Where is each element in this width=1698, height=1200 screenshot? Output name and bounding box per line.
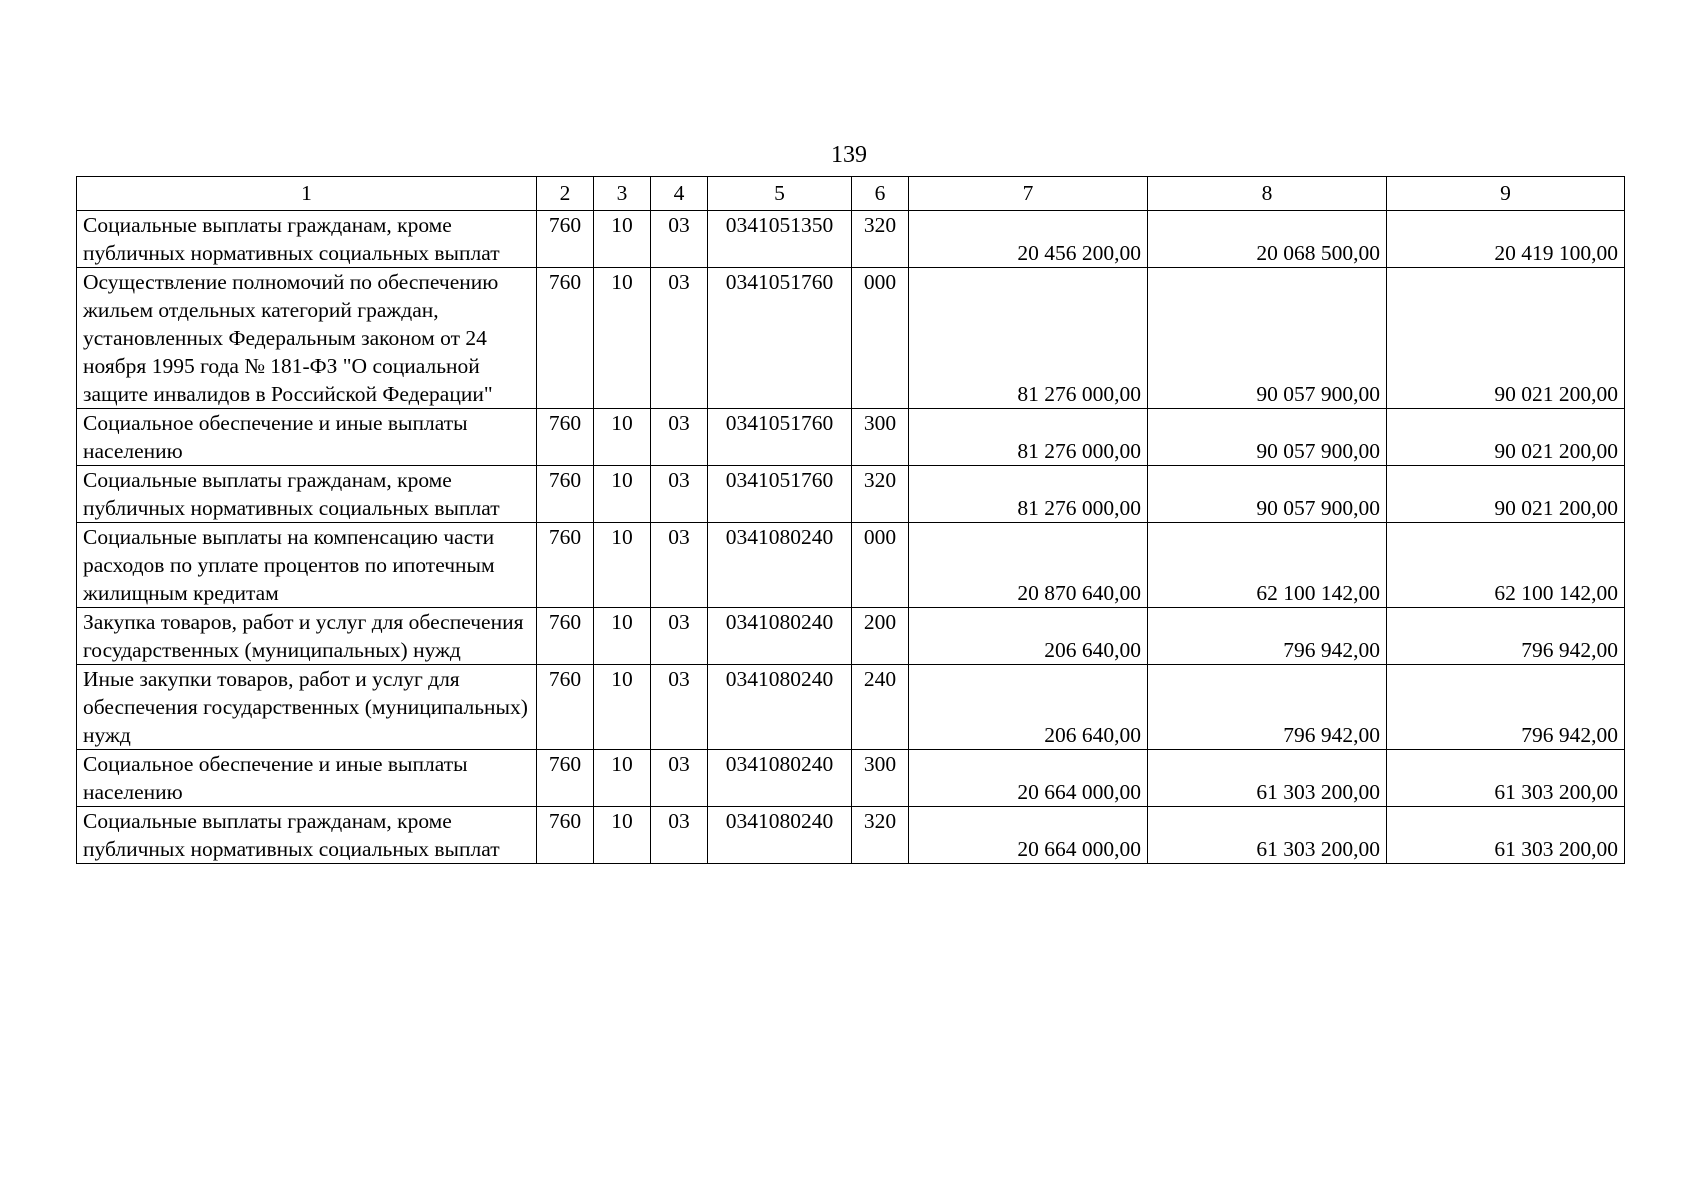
cell-col2: 760 [537,750,594,807]
row-description: Социальные выплаты гражданам, кроме публичных нормативных социальных выплат [77,211,537,268]
cell-col2: 760 [537,608,594,665]
cell-col7: 20 870 640,00 [909,523,1148,608]
cell-col2: 760 [537,211,594,268]
cell-col5: 0341080240 [708,608,852,665]
column-header-9: 9 [1387,177,1625,211]
cell-col3: 10 [594,409,651,466]
table-row [77,750,1625,807]
cell-col9: 90 021 200,00 [1387,466,1625,523]
row-description: Закупка товаров, работ и услуг для обеспечения государственных (муниципальных) нужд [77,608,537,665]
cell-col7: 81 276 000,00 [909,466,1148,523]
cell-col5: 0341051760 [708,466,852,523]
cell-col6: 200 [852,608,909,665]
table-row [77,409,1625,466]
cell-col7: 206 640,00 [909,665,1148,750]
cell-col2: 760 [537,807,594,864]
column-header-6: 6 [852,177,909,211]
column-header-4: 4 [651,177,708,211]
cell-col2: 760 [537,466,594,523]
table-row [77,807,1625,864]
column-number-row [77,177,1625,211]
cell-col5: 0341080240 [708,750,852,807]
cell-col2: 760 [537,409,594,466]
page-number: 139 [831,142,867,168]
cell-col5: 0341051350 [708,211,852,268]
cell-col9: 796 942,00 [1387,608,1625,665]
cell-col4: 03 [651,750,708,807]
cell-col4: 03 [651,523,708,608]
cell-col6: 320 [852,211,909,268]
cell-col4: 03 [651,608,708,665]
row-description: Осуществление полномочий по обеспечению жильем отдельных категорий граждан, установленных Федеральным законом от 24 ноября 1995 года № 181-ФЗ "О социальной защите инвалидов в Российской Федерации" [77,268,537,409]
row-description: Иные закупки товаров, работ и услуг для обеспечения государственных (муниципальных) нужд [77,665,537,750]
cell-col6: 300 [852,750,909,807]
cell-col3: 10 [594,523,651,608]
row-description: Социальные выплаты на компенсацию части расходов по уплате процентов по ипотечным жилищным кредитам [77,523,537,608]
cell-col2: 760 [537,523,594,608]
cell-col4: 03 [651,268,708,409]
cell-col3: 10 [594,750,651,807]
cell-col8: 796 942,00 [1148,608,1387,665]
cell-col3: 10 [594,268,651,409]
cell-col3: 10 [594,807,651,864]
cell-col6: 320 [852,807,909,864]
cell-col9: 20 419 100,00 [1387,211,1625,268]
table-row [77,268,1625,409]
column-header-3: 3 [594,177,651,211]
cell-col7: 81 276 000,00 [909,268,1148,409]
cell-col3: 10 [594,466,651,523]
cell-col9: 61 303 200,00 [1387,750,1625,807]
cell-col4: 03 [651,807,708,864]
cell-col8: 20 068 500,00 [1148,211,1387,268]
cell-col8: 90 057 900,00 [1148,268,1387,409]
cell-col5: 0341051760 [708,409,852,466]
cell-col3: 10 [594,665,651,750]
cell-col8: 61 303 200,00 [1148,750,1387,807]
row-description: Социальные выплаты гражданам, кроме публичных нормативных социальных выплат [77,807,537,864]
cell-col4: 03 [651,466,708,523]
budget-table [76,176,1625,864]
cell-col9: 90 021 200,00 [1387,268,1625,409]
cell-col6: 000 [852,268,909,409]
cell-col5: 0341051760 [708,268,852,409]
cell-col6: 240 [852,665,909,750]
cell-col7: 20 664 000,00 [909,750,1148,807]
cell-col9: 62 100 142,00 [1387,523,1625,608]
cell-col3: 10 [594,211,651,268]
row-description: Социальные выплаты гражданам, кроме публичных нормативных социальных выплат [77,466,537,523]
cell-col4: 03 [651,409,708,466]
cell-col9: 90 021 200,00 [1387,409,1625,466]
cell-col7: 81 276 000,00 [909,409,1148,466]
column-header-8: 8 [1148,177,1387,211]
cell-col8: 61 303 200,00 [1148,807,1387,864]
cell-col4: 03 [651,211,708,268]
cell-col6: 320 [852,466,909,523]
table-row [77,665,1625,750]
cell-col9: 796 942,00 [1387,665,1625,750]
cell-col8: 90 057 900,00 [1148,409,1387,466]
table-row [77,523,1625,608]
column-header-7: 7 [909,177,1148,211]
cell-col7: 20 664 000,00 [909,807,1148,864]
table-row [77,211,1625,268]
cell-col8: 62 100 142,00 [1148,523,1387,608]
row-description: Социальное обеспечение и иные выплаты населению [77,750,537,807]
cell-col2: 760 [537,268,594,409]
row-description: Социальное обеспечение и иные выплаты населению [77,409,537,466]
column-header-2: 2 [537,177,594,211]
cell-col5: 0341080240 [708,807,852,864]
column-header-5: 5 [708,177,852,211]
cell-col9: 61 303 200,00 [1387,807,1625,864]
cell-col7: 206 640,00 [909,608,1148,665]
cell-col4: 03 [651,665,708,750]
table-row [77,608,1625,665]
column-header-1: 1 [77,177,537,211]
cell-col7: 20 456 200,00 [909,211,1148,268]
table-row [77,466,1625,523]
cell-col8: 90 057 900,00 [1148,466,1387,523]
cell-col6: 000 [852,523,909,608]
cell-col2: 760 [537,665,594,750]
cell-col5: 0341080240 [708,523,852,608]
cell-col3: 10 [594,608,651,665]
cell-col5: 0341080240 [708,665,852,750]
cell-col6: 300 [852,409,909,466]
cell-col8: 796 942,00 [1148,665,1387,750]
